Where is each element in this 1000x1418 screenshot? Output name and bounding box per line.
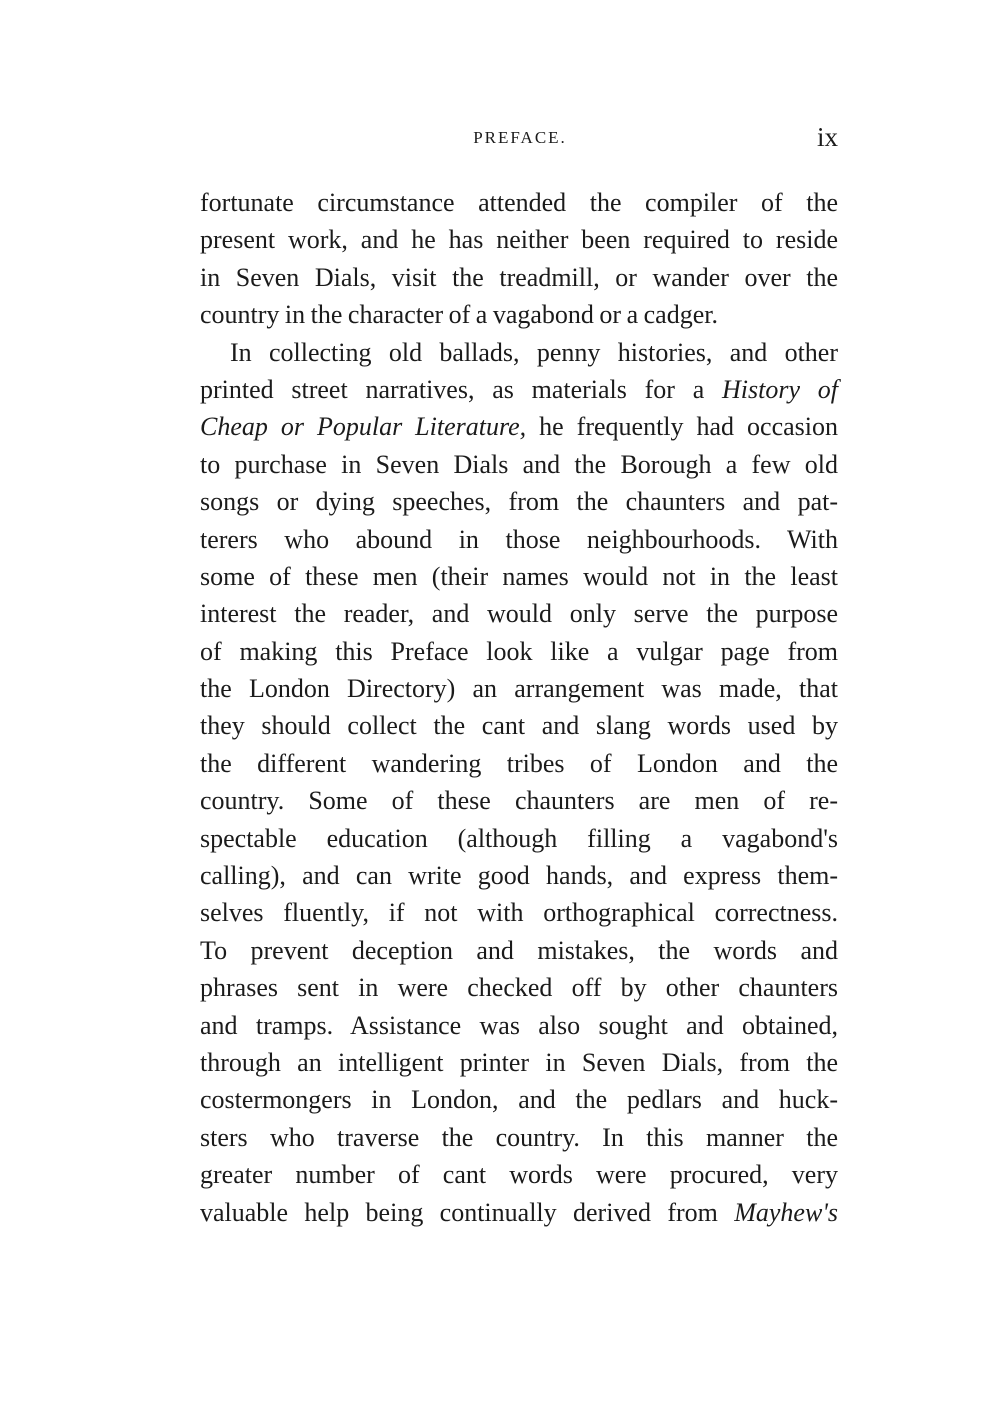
text-line: To prevent deception and mistakes, the words and	[200, 935, 838, 965]
text-line: fortunate circumstance attended the compiler of the	[200, 188, 838, 217]
text-line: spectable education (although filling a vagabond's	[200, 823, 838, 853]
running-title: PREFACE.	[473, 128, 567, 147]
text-line: some of these men (their names would not in the least	[200, 561, 838, 591]
text-line: sters who traverse the country. In this manner the	[200, 1122, 838, 1152]
book-title-italic: Cheap or Popular Literature,	[200, 412, 527, 442]
text-line: in Seven Dials, visit the treadmill, or wander over the	[200, 262, 838, 292]
roman-text: printed street narratives, as materials for a	[200, 374, 723, 404]
text-line: of making this Preface look like a vulgar page from	[200, 636, 838, 666]
text-line: and tramps. Assistance was also sought and obtained,	[200, 1010, 838, 1040]
text-line: they should collect the cant and slang words used by	[200, 711, 838, 741]
roman-text: he frequently had occasion	[526, 412, 838, 442]
text-line: the London Directory) an arrangement was made, that	[200, 674, 838, 704]
roman-text: valuable help being continually derived from	[200, 1197, 735, 1227]
text-line: the different wandering tribes of London and the	[200, 748, 838, 778]
book-title-italic: Mayhew's	[734, 1197, 838, 1227]
text-line: phrases sent in were checked off by other chaunters	[200, 973, 838, 1003]
text-line: interest the reader, and would only serve the purpose	[200, 599, 838, 629]
text-line: calling), and can write good hands, and express them-	[200, 861, 838, 891]
text-line: country. Some of these chaunters are men of re-	[200, 786, 838, 816]
text-line	[200, 371, 838, 408]
text-line: country in the character of a vagabond or a cadger.	[200, 300, 718, 330]
body-text	[200, 184, 838, 1231]
text-line	[200, 1194, 838, 1231]
text-line: costermongers in London, and the pedlars and huck-	[200, 1085, 838, 1115]
text-line: greater number of cant words were procured, very	[200, 1160, 838, 1190]
paragraph-first-line: In collecting old ballads, penny histories, and other	[230, 337, 838, 367]
running-head	[200, 122, 840, 162]
text-line: terers who abound in those neighbourhoods. With	[200, 524, 838, 554]
text-line: present work, and he has neither been required to reside	[200, 225, 838, 255]
book-title-italic: History of	[722, 374, 838, 404]
text-line: through an intelligent printer in Seven Dials, from the	[200, 1047, 838, 1077]
text-line	[200, 408, 838, 445]
text-line: selves fluently, if not with orthographical correctness.	[200, 898, 838, 928]
page-number: ix	[816, 122, 838, 152]
text-line: to purchase in Seven Dials and the Borough a few old	[200, 449, 838, 479]
text-line: songs or dying speeches, from the chaunters and pat-	[200, 487, 838, 517]
